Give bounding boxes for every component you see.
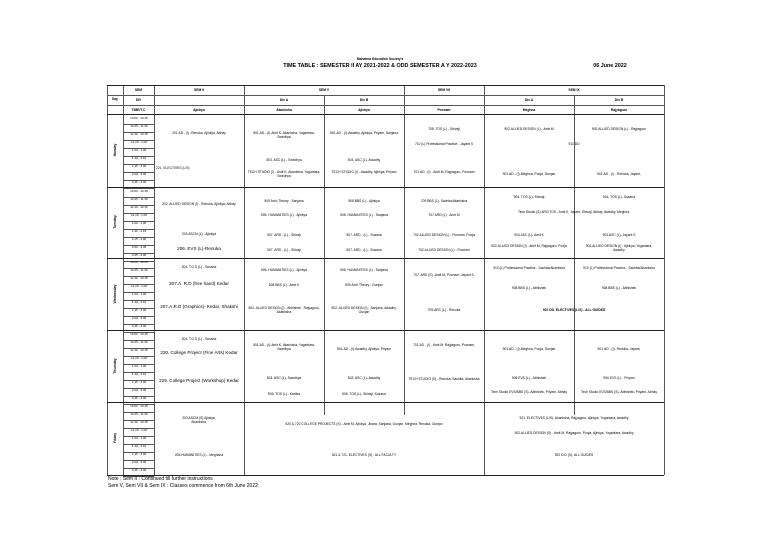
grid-line: [664, 85, 665, 475]
time-slot-monday-9: 3.45 - 4.30: [131, 180, 147, 184]
tuesday-sem5b-ard-2: 507. ARD - (L) - Susana: [346, 248, 382, 252]
time-slot-monday-6: 1.30 - 2.15: [131, 156, 147, 160]
monday-sem7-tos: 708. TOS (L) - Shivaji: [428, 127, 460, 131]
monday-sem5a-asc: 503. ASC (L) - Swedhya: [266, 158, 302, 162]
time-slot-tuesday-2: 10.45 - 11.30: [130, 197, 148, 201]
time-slot-monday-4: 12.15 - 1.00: [130, 140, 147, 144]
sem5a-tc: Akanksha: [276, 108, 292, 112]
time-slot-wednesday-5: 1.00 - 1.30: [131, 292, 147, 296]
grid-line: [107, 85, 108, 475]
thursday-sem2-workshop: 229. College Project (Workshop) Kedar: [159, 378, 239, 383]
wednesday-sem5b-allied: 502. ALLIED DESIGN (I) - Sanjana, Awadhy, Gunjan: [331, 306, 397, 314]
tuesday-sem5b-bbs: 508 BBS (L) - Ajinkya: [348, 199, 380, 203]
time-slot-thursday-7: 2.15 - 3.00: [131, 380, 147, 384]
sem2-tc: Ajinkya: [193, 108, 205, 112]
day-header: Day: [111, 97, 119, 101]
grid-line: [107, 114, 664, 115]
sem5b-tc: Ajinkya: [358, 108, 370, 112]
wednesday-sem5a-humanities: 505. HUMANITIES (L) - Ajinkya: [261, 268, 307, 272]
thursday-sem9a-evs: 906 EVS (L) - Abhishek: [511, 376, 547, 380]
tuesday-sem9a-asc: 903.ASC (L)- Amit K: [514, 233, 544, 237]
wednesday-sem9a-pp: 910 (L) Professional Practice - Sachita/Akanksha: [493, 266, 565, 270]
monday-sem7-pp: 710 (L) Professional Practice - Jayant S: [414, 142, 474, 146]
wednesday-sem5b-arch-theory: 509 Arch Theory - Gunjan: [345, 283, 383, 287]
page-title: TIME TABLE : SEMESTER II AY 2021-2022 & ODD SEMESTER A Y 2022-2023: [283, 63, 477, 69]
thursday-sem9b-tech-studio: Tech Studio EVS/BBS (S)- Abhishek, Priyam, Abhay: [580, 390, 658, 394]
sem7-tc: Poonam: [437, 108, 451, 112]
grid-line: [107, 330, 664, 331]
sem-header: SEM: [134, 88, 143, 92]
time-slot-wednesday-4: 12.15 - 1.00: [130, 284, 147, 288]
tuesday-sem9a-tos: 904. TOS (L)- Shivaji: [513, 195, 545, 199]
grid-line: [107, 402, 664, 403]
time-slot-friday-3: 11.30 - 12.15: [130, 420, 148, 424]
thursday-sem9b-evs: 906 EVS (L) - Priyam: [603, 376, 635, 380]
time-slot-thursday-3: 11.30 - 12.15: [130, 348, 148, 352]
day-label-tuesday: Tuesday: [113, 215, 117, 229]
div-header: DIV: [135, 98, 142, 102]
thursday-sem5a-tos: 506. TOS (L) - Kartika: [267, 392, 301, 396]
friday-sem5-7-electives: 521 & 721. ELECTIVES (S) - ALL FACULTY: [331, 453, 397, 457]
sem9-div-a: Div A: [524, 98, 534, 102]
monday-sem9b-allied: 902.ALLIED DESIGN (L) - Rajyaguru: [591, 127, 647, 131]
time-slot-friday-9: 3.45 - 4.30: [131, 468, 147, 472]
thursday-sem2-fine-arts: 220. College Project (Fine Arts) Kedar: [160, 350, 238, 355]
tuesday-sem2-ascm: 203 ASCM (L) - Ajinkya: [181, 232, 217, 236]
grid-line: [107, 95, 664, 96]
time-slot-thursday-1: 10.00 - 10.45: [130, 332, 148, 336]
wednesday-sem2-ard-graphics: 207.A.R.D (Graphics)- Kedar, Shakshi: [160, 304, 238, 309]
tuesday-sem9b-allied: 902.ALLIED DESIGN (I) - Ajinkya, Yogantara, Awadhy: [585, 244, 653, 252]
grid-line: [324, 95, 325, 415]
thursday-sem7-tech-studio: TECH STUDIO (S) - Renuka, Sachita, Akanksha: [408, 377, 480, 381]
grid-line: [154, 85, 155, 475]
wednesday-sem7-arc: 705.ARC (L) - Renuka: [427, 308, 461, 312]
grid-line: [244, 85, 245, 475]
monday-sem5a-ad: 501.AD - (I)-Amit K, Akanksha, Yogantara, Swedhya: [253, 131, 315, 139]
friday-sem9-dd: 922 D.D (S)- ALL GUIDES: [554, 453, 594, 457]
footer-note-1: Note : Sem II : Continued till further instructions: [108, 476, 213, 482]
thursday-sem5a-ad: 501.AD - (I)-Amit K, Akanksha, Yogantara, Swedhya: [253, 343, 315, 351]
time-slot-tuesday-4: 12.15 - 1.00: [130, 213, 147, 217]
time-slot-tuesday-9: 3.45 - 4.30: [131, 253, 147, 257]
thursday-sem5a-asc: 503. ASC (L)- Swedhya: [266, 376, 302, 380]
grid-line: [107, 105, 664, 106]
wednesday-sem9-electives: 922 DD. ELECTIVES (L/S) - ALL GUIDES: [542, 308, 606, 312]
tuesday-sem5a-ard-1: 507. ARD - (L) - Shivaji: [267, 233, 301, 237]
day-label-monday: Monday: [113, 143, 117, 157]
time-slot-thursday-9: 3.45 - 4.30: [131, 396, 147, 400]
tuesday-sem9-tech-studio: Tech Studio (S) ARC/TOS - Amit K, Jayant, Shivaji, Abhay, Awadhy, Meghna,: [518, 210, 630, 214]
friday-sem5-7-college-projects: 520 & 720 COLLEGE PROJECTS (S) - Amit M, Ajinkya, Jinara, Sanjana, Gunjan, Meghna, Renuka, Gunjan: [285, 422, 443, 426]
time-slot-friday-8: 3.00 - 3.45: [131, 460, 147, 464]
time-slot-wednesday-8: 3.00 - 3.45: [131, 316, 147, 320]
time-slot-wednesday-1: 10.00 - 10.45: [130, 260, 148, 264]
time-slot-thursday-6: 1.30 - 2.15: [131, 372, 147, 376]
grid-line: [107, 85, 664, 86]
monday-sem9b-ad: 901.AD - (I) - Renuka, Jayant,: [597, 172, 641, 176]
day-label-wednesday: Wednesday: [113, 284, 117, 304]
friday-sem2-humanities: 205.HUMANITIES (L) - Meghana: [174, 453, 224, 457]
thursday-sem9a-tech-studio: Tech Studio EVS/BBS (S)- Abhishek, Priyam, Abhay: [490, 390, 568, 394]
monday-sem5b-tech-studio: TECH STUDIO (I) - Awadhy, Ajinkya, Priyam: [331, 170, 397, 174]
time-slot-friday-7: 2.15 - 3.00: [131, 452, 147, 456]
thursday-sem9b-ad: 901.AD - (I)- Renuka, Jayant,: [597, 347, 641, 351]
wednesday-sem2-tos: 204. T.O.S (L) - Susana: [181, 265, 217, 269]
tuesday-sem9b-asc: 903.ASC (L)- Jayant S: [602, 233, 636, 237]
time-slot-wednesday-7: 2.15 - 3.00: [131, 308, 147, 312]
thursday-sem7-ad: 701.AD - (I) - Amit M, Rajyaguru, Poonam,: [413, 343, 475, 347]
time-slot-thursday-5: 1.00 - 1.30: [131, 364, 147, 368]
tuesday-sem5a-arch-theory: 509 Arch Theory - Sanjana: [264, 199, 304, 203]
tuesday-sem5a-ard-2: 507. ARD - (L) - Shivaji: [267, 248, 301, 252]
sem9a-tc: Meghna: [522, 108, 536, 112]
time-slot-wednesday-3: 11.30 - 12.15: [130, 276, 148, 280]
day-label-friday: Friday: [113, 432, 117, 444]
footer-note-2: Sem V, Sem VII & Sem IX : Classes commence from 6th June 2022: [108, 483, 258, 489]
tuesday-sem9a-allied: 902.ALLIED DESIGN (I) - Amit M, Rajyaguru, Pooja: [491, 244, 567, 248]
friday-sem9-allied: 902.ALLIED DESIGN (S) - Amit M, Rajyaguru, Pooja, Ajinkya, Yogantara, Awadhy: [514, 431, 634, 435]
time-slot-monday-3: 11.30 - 12.15: [130, 132, 148, 136]
wednesday-sem9b-pp: 910 (L) Professional Practice - Sachita/Akanksha: [583, 266, 655, 270]
tuesday-sem5b-ard-1: 507. ARD - (L) - Susana: [346, 233, 382, 237]
time-slot-friday-5: 1.00 - 1.30: [131, 436, 147, 440]
monday-sem5a-tech-studio: TECH STUDIO (I) - Amit K, Akanksha, Yogantara, Swedhya: [247, 170, 321, 178]
time-slot-thursday-4: 12.15 - 1.00: [130, 356, 147, 360]
sem7-header: SEM VII: [437, 88, 451, 92]
time-slot-wednesday-6: 1.30 - 2.15: [131, 300, 147, 304]
time-tc-header: TIME/T.C: [131, 108, 146, 112]
time-slot-friday-1: 10.00 - 10.45: [130, 404, 148, 408]
time-slot-wednesday-9: 3.45 - 4.30: [131, 324, 147, 328]
time-slot-friday-4: 12.15 - 1.00: [130, 428, 147, 432]
time-slot-tuesday-1: 10.00 - 10.45: [130, 189, 148, 193]
grid-line: [107, 187, 664, 188]
thursday-sem5b-asc: 503. ASC (L)- Awadhy: [347, 376, 381, 380]
tuesday-sem5b-humanities: 505. HUMANITIES (L) - Sanjana: [340, 213, 388, 217]
monday-sem9a-allied: 902.ALLIED DESIGN (L) - Amit M: [504, 127, 554, 131]
time-slot-tuesday-8: 3.00 - 3.45: [131, 245, 147, 249]
monday-sem7-ad: 701.AD - (I) - Amit M, Rajyaguru, Poonam: [413, 170, 475, 174]
wednesday-sem5b-humanities: 505. HUMANITIES (L) - Sanjana: [340, 268, 388, 272]
sem2-header: SEM II: [194, 88, 204, 92]
thursday-sem5b-ad: 501.AD - (I)-Awadhy, Ajinkya, Priyam: [337, 347, 391, 351]
time-slot-wednesday-2: 10.45 - 11.30: [130, 268, 148, 272]
wednesday-sem7-ard: 707. ARD (S) -Amit M, Poonam, Jayant S.: [413, 273, 475, 277]
sem5-div-a: Div A: [279, 98, 289, 102]
time-slot-tuesday-3: 11.30 - 12.15: [130, 205, 148, 209]
time-slot-tuesday-5: 1.00 - 1.30: [131, 221, 147, 225]
tuesday-sem5a-humanities: 505. HUMANITIES (L) - Ajinkya: [261, 213, 307, 217]
friday-sem9-electives: 921. ELECTIVES (L/S)- Akanksha, Rajyaguru, Ajinkya, Yogantara, Awadhy: [519, 416, 629, 420]
time-slot-monday-1: 10.00 - 10.45: [130, 116, 148, 120]
tuesday-sem9b-tos: 904. TOS (L)- Susana: [602, 195, 636, 199]
wednesday-sem5a-bbs: 508 BBS (L) - Amit K: [268, 283, 300, 287]
time-slot-friday-6: 1.30 - 2.15: [131, 444, 147, 448]
sem9b-tc: Rajyaguru: [610, 108, 628, 112]
monday-sem9-dd: 911 DD: [568, 142, 580, 146]
time-slot-monday-8: 3.00 - 3.45: [131, 172, 147, 176]
time-slot-monday-2: 10.45 - 11.30: [130, 124, 148, 128]
wednesday-sem9a-bbs: 908 BBS (L) - Abhishek: [511, 286, 547, 290]
wednesday-sem2-ard-freehand: 207.A. R.D (free hand) Kedar: [169, 281, 229, 286]
monday-sem2-ad: 201.AD - (I) -Renuka, Ajinkya, Abhay: [172, 131, 226, 135]
monday-sem5b-ad: 501.AD - (I)-Awadhy, Ajinkya, Priyam, Sanjana: [330, 131, 398, 135]
time-slot-thursday-8: 3.00 - 3.45: [131, 388, 147, 392]
time-slot-friday-2: 10.45 - 11.30: [130, 412, 148, 416]
thursday-sem5b-tos: 506. TOS (L)- Shivaji, Susana: [342, 392, 386, 396]
tuesday-sem7-ard: 707 ARD (L) - Amit M: [428, 213, 460, 217]
thursday-sem9a-ad: 901.AD - (I)-Meghna, Pooja, Gunjan: [502, 347, 556, 351]
time-slot-thursday-2: 10.45 - 11.30: [130, 340, 148, 344]
tuesday-sem7-bbs: 709 BBS (L)- Sachita/Akanksha: [420, 199, 468, 203]
monday-sem9a-ad: 901.AD - (I)-Meghna, Pooja, Gunjan: [502, 172, 556, 176]
monday-sem2-electives: 221. ELECTIVES (L/S): [156, 166, 190, 170]
time-slot-monday-7: 2.15 - 3.00: [131, 164, 147, 168]
sem9-header: SEM IX: [568, 88, 580, 92]
date-label: 06 June 2022: [593, 63, 627, 69]
friday-sem2-ascm: 203 ASCM (S) Ajinkya, Akanksha,: [182, 416, 216, 424]
time-slot-tuesday-7: 2.15 - 3.00: [131, 237, 147, 241]
society-name: Mahatma Education Society's: [356, 57, 404, 61]
sem9-div-b: Div B: [614, 98, 624, 102]
sem5-div-b: Div B: [359, 98, 369, 102]
tuesday-sem2-evs: 206. EVS (L)-Renuka: [177, 246, 221, 251]
time-slot-monday-5: 1.00 - 1.30: [131, 148, 147, 152]
tuesday-sem7-allied-2: 702.ALLIED DESIGN (L) - Poonam: [418, 248, 470, 252]
wednesday-sem5a-allied: 502. ALLIED DESIGN (I) - Abhishek , Rajyaguru, Akanksha: [248, 306, 320, 314]
wednesday-sem9b-bbs: 908 BBS (L) - Abhishek: [601, 286, 637, 290]
monday-sem5b-asc: 503. ASC (L)- Awadhy: [347, 158, 381, 162]
tuesday-sem2-allied: 202. ALLIED DESIGN (I) - Renuka, Ajinkya, Abhay: [162, 202, 236, 206]
day-label-thursday: Thursday: [113, 358, 117, 374]
thursday-sem2-tos: 204. T.O.S (L) - Susana: [181, 337, 217, 341]
sem5-header: SEM V: [318, 88, 330, 92]
time-slot-tuesday-6: 1.30 - 2.15: [131, 229, 147, 233]
grid-line: [107, 258, 664, 259]
tuesday-sem7-allied-1: 702.ALLIED DESIGN (L) - Poonam, Pooja: [413, 233, 475, 237]
